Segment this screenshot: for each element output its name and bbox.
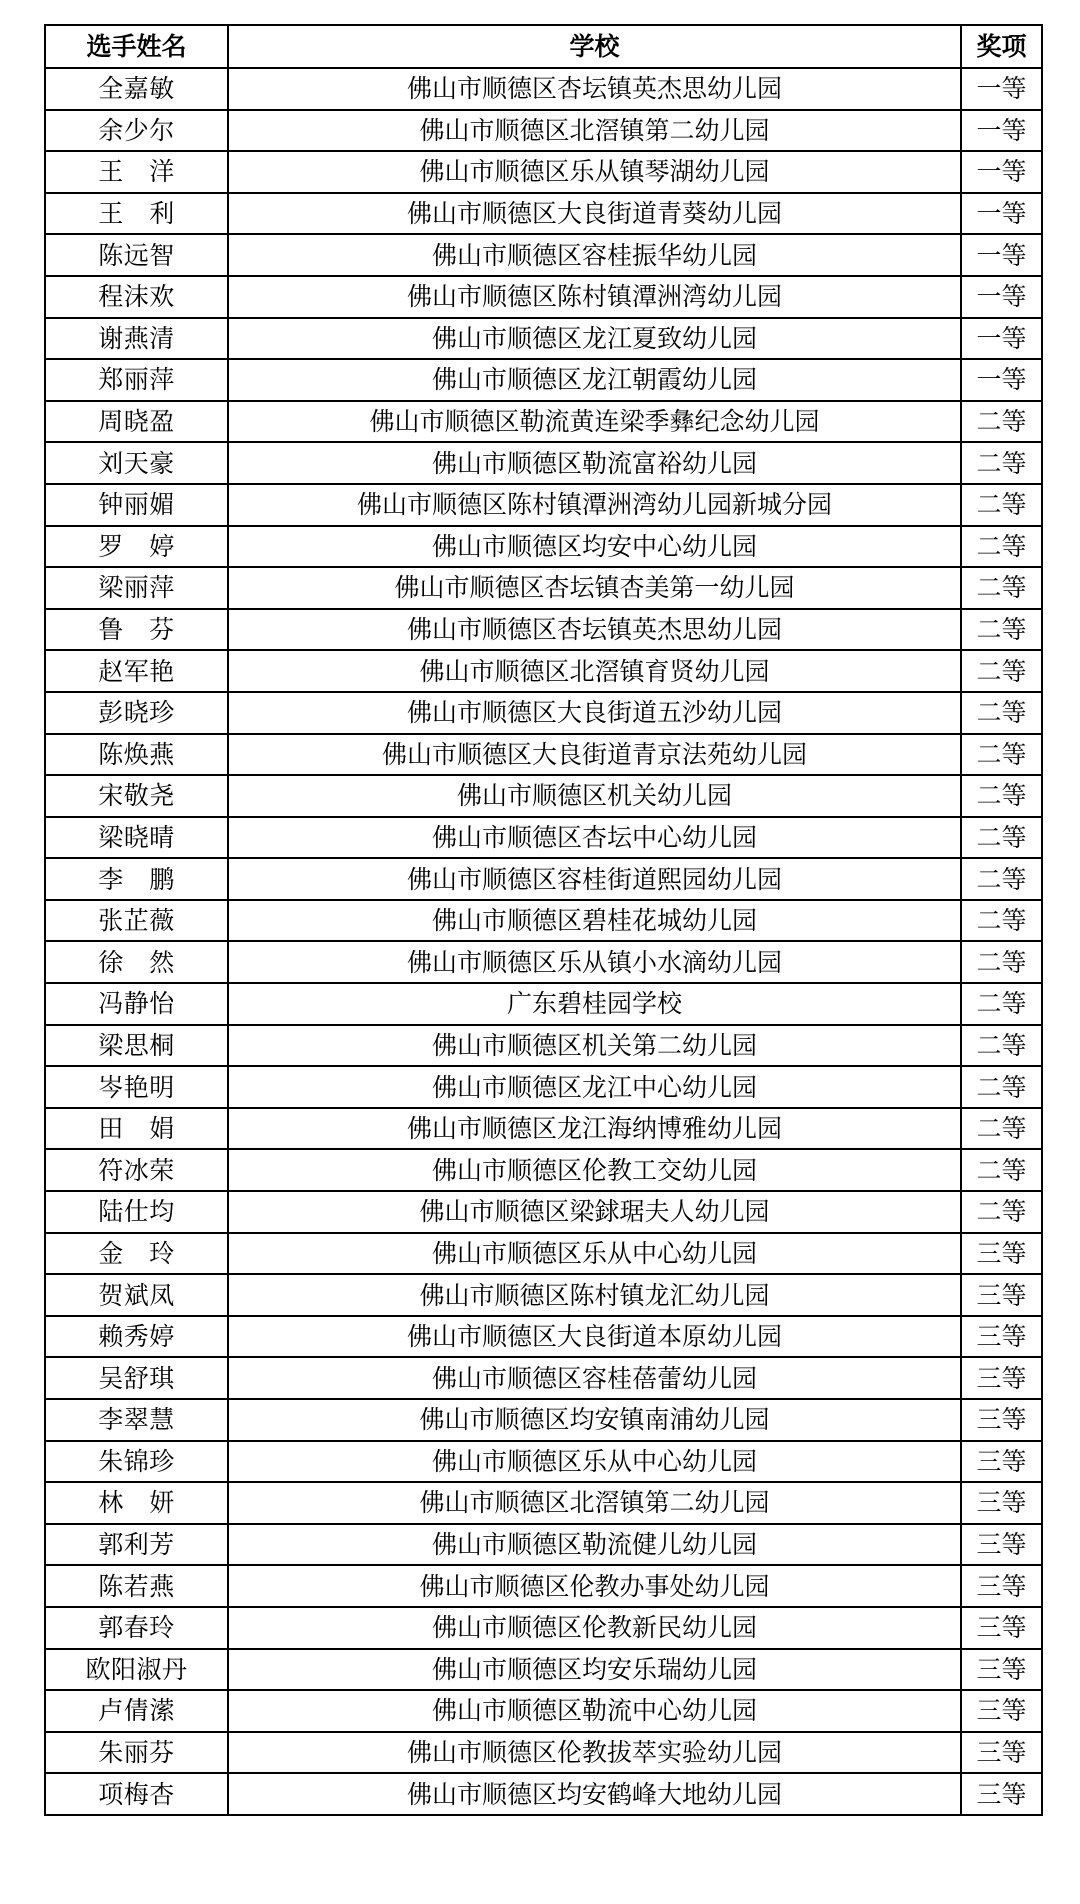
header-name: 选手姓名	[45, 25, 228, 68]
cell-award: 二等	[961, 650, 1042, 692]
cell-school: 佛山市顺德区陈村镇潭洲湾幼儿园	[228, 276, 961, 318]
cell-school: 佛山市顺德区容桂振华幼儿园	[228, 234, 961, 276]
cell-school: 佛山市顺德区伦教新民幼儿园	[228, 1607, 961, 1649]
cell-name: 钟丽媚	[45, 484, 228, 526]
cell-award: 一等	[961, 151, 1042, 193]
cell-school: 佛山市顺德区大良街道青葵幼儿园	[228, 193, 961, 235]
cell-award: 三等	[961, 1233, 1042, 1275]
cell-school: 佛山市顺德区勒流健儿幼儿园	[228, 1524, 961, 1566]
cell-award: 三等	[961, 1482, 1042, 1524]
cell-name: 刘天豪	[45, 442, 228, 484]
cell-award: 三等	[961, 1649, 1042, 1691]
cell-award: 三等	[961, 1441, 1042, 1483]
cell-award: 二等	[961, 401, 1042, 443]
table-row	[45, 1066, 1042, 1108]
cell-name: 陈若燕	[45, 1565, 228, 1607]
cell-name: 陈远智	[45, 234, 228, 276]
header-row	[45, 25, 1042, 68]
table-row	[45, 1649, 1042, 1691]
cell-name: 贺斌凤	[45, 1274, 228, 1316]
cell-award: 一等	[961, 193, 1042, 235]
table-row	[45, 318, 1042, 360]
cell-award: 一等	[961, 68, 1042, 110]
table-row	[45, 276, 1042, 318]
cell-name: 李 鹏	[45, 858, 228, 900]
cell-name: 彭晓珍	[45, 692, 228, 734]
cell-award: 二等	[961, 900, 1042, 942]
cell-school: 佛山市顺德区杏坛中心幼儿园	[228, 817, 961, 859]
table-row	[45, 817, 1042, 859]
cell-school: 佛山市顺德区北滘镇育贤幼儿园	[228, 650, 961, 692]
cell-name: 程沫欢	[45, 276, 228, 318]
table-row	[45, 1025, 1042, 1067]
cell-award: 二等	[961, 983, 1042, 1025]
table-row	[45, 1441, 1042, 1483]
cell-school: 佛山市顺德区伦教工交幼儿园	[228, 1149, 961, 1191]
cell-name: 王 洋	[45, 151, 228, 193]
cell-school: 佛山市顺德区龙江朝霞幼儿园	[228, 359, 961, 401]
cell-school: 佛山市顺德区勒流黄连梁季彝纪念幼儿园	[228, 401, 961, 443]
cell-name: 符冰荣	[45, 1149, 228, 1191]
table-body	[45, 68, 1042, 1815]
cell-school: 佛山市顺德区乐从镇琴湖幼儿园	[228, 151, 961, 193]
table-row	[45, 1316, 1042, 1358]
cell-school: 佛山市顺德区勒流中心幼儿园	[228, 1690, 961, 1732]
cell-name: 李翠慧	[45, 1399, 228, 1441]
cell-award: 二等	[961, 567, 1042, 609]
cell-award: 二等	[961, 1108, 1042, 1150]
cell-award: 二等	[961, 734, 1042, 776]
cell-school: 佛山市顺德区大良街道本原幼儿园	[228, 1316, 961, 1358]
cell-name: 余少尔	[45, 110, 228, 152]
table-row	[45, 941, 1042, 983]
cell-award: 一等	[961, 359, 1042, 401]
cell-award: 二等	[961, 817, 1042, 859]
cell-school: 佛山市顺德区陈村镇潭洲湾幼儿园新城分园	[228, 484, 961, 526]
header-award: 奖项	[961, 25, 1042, 68]
cell-school: 佛山市顺德区均安镇南浦幼儿园	[228, 1399, 961, 1441]
cell-award: 二等	[961, 609, 1042, 651]
cell-name: 全嘉敏	[45, 68, 228, 110]
table-header	[45, 25, 1042, 68]
cell-name: 陈焕燕	[45, 734, 228, 776]
cell-school: 佛山市顺德区均安鹤峰大地幼儿园	[228, 1773, 961, 1815]
cell-name: 岑艳明	[45, 1066, 228, 1108]
cell-school: 佛山市顺德区伦教拔萃实验幼儿园	[228, 1732, 961, 1774]
table-row	[45, 609, 1042, 651]
cell-name: 罗 婷	[45, 526, 228, 568]
table-row	[45, 359, 1042, 401]
cell-name: 卢倩潆	[45, 1690, 228, 1732]
table-row	[45, 1399, 1042, 1441]
awards-table	[44, 24, 1043, 1816]
table-row	[45, 1108, 1042, 1150]
cell-name: 郭利芳	[45, 1524, 228, 1566]
cell-school: 佛山市顺德区杏坛镇杏美第一幼儿园	[228, 567, 961, 609]
cell-award: 二等	[961, 775, 1042, 817]
cell-award: 三等	[961, 1357, 1042, 1399]
cell-school: 佛山市顺德区机关第二幼儿园	[228, 1025, 961, 1067]
cell-name: 朱丽芬	[45, 1732, 228, 1774]
cell-school: 佛山市顺德区均安中心幼儿园	[228, 526, 961, 568]
cell-award: 三等	[961, 1732, 1042, 1774]
cell-school: 佛山市顺德区北滘镇第二幼儿园	[228, 110, 961, 152]
cell-school: 佛山市顺德区勒流富裕幼儿园	[228, 442, 961, 484]
table-row	[45, 1233, 1042, 1275]
table-row	[45, 983, 1042, 1025]
table-row	[45, 151, 1042, 193]
table-row	[45, 484, 1042, 526]
cell-name: 谢燕清	[45, 318, 228, 360]
table-row	[45, 1482, 1042, 1524]
cell-school: 佛山市顺德区乐从镇小水滴幼儿园	[228, 941, 961, 983]
cell-name: 梁丽萍	[45, 567, 228, 609]
cell-name: 项梅杏	[45, 1773, 228, 1815]
cell-school: 佛山市顺德区杏坛镇英杰思幼儿园	[228, 609, 961, 651]
cell-award: 三等	[961, 1524, 1042, 1566]
table-row	[45, 401, 1042, 443]
cell-award: 二等	[961, 1149, 1042, 1191]
cell-award: 二等	[961, 941, 1042, 983]
cell-award: 二等	[961, 526, 1042, 568]
table-row	[45, 1191, 1042, 1233]
cell-school: 佛山市顺德区伦教办事处幼儿园	[228, 1565, 961, 1607]
cell-school: 佛山市顺德区梁銶琚夫人幼儿园	[228, 1191, 961, 1233]
cell-school: 佛山市顺德区大良街道青京法苑幼儿园	[228, 734, 961, 776]
cell-award: 三等	[961, 1565, 1042, 1607]
table-row	[45, 1149, 1042, 1191]
table-row	[45, 900, 1042, 942]
table-row	[45, 1357, 1042, 1399]
cell-name: 赖秀婷	[45, 1316, 228, 1358]
cell-award: 一等	[961, 276, 1042, 318]
table-row	[45, 1524, 1042, 1566]
cell-school: 佛山市顺德区龙江夏致幼儿园	[228, 318, 961, 360]
table-row	[45, 734, 1042, 776]
table-row	[45, 692, 1042, 734]
cell-name: 梁思桐	[45, 1025, 228, 1067]
cell-school: 广东碧桂园学校	[228, 983, 961, 1025]
cell-school: 佛山市顺德区容桂街道熙园幼儿园	[228, 858, 961, 900]
cell-award: 二等	[961, 1066, 1042, 1108]
cell-school: 佛山市顺德区杏坛镇英杰思幼儿园	[228, 68, 961, 110]
cell-name: 郑丽萍	[45, 359, 228, 401]
table-row	[45, 1732, 1042, 1774]
cell-award: 三等	[961, 1773, 1042, 1815]
cell-name: 田 娟	[45, 1108, 228, 1150]
cell-name: 欧阳淑丹	[45, 1649, 228, 1691]
table-row	[45, 1274, 1042, 1316]
cell-award: 一等	[961, 318, 1042, 360]
table-row	[45, 234, 1042, 276]
table-row	[45, 567, 1042, 609]
cell-name: 林 妍	[45, 1482, 228, 1524]
cell-award: 三等	[961, 1690, 1042, 1732]
cell-school: 佛山市顺德区陈村镇龙汇幼儿园	[228, 1274, 961, 1316]
cell-name: 梁晓晴	[45, 817, 228, 859]
cell-school: 佛山市顺德区碧桂花城幼儿园	[228, 900, 961, 942]
cell-name: 周晓盈	[45, 401, 228, 443]
cell-name: 宋敬尧	[45, 775, 228, 817]
cell-school: 佛山市顺德区乐从中心幼儿园	[228, 1441, 961, 1483]
cell-award: 一等	[961, 110, 1042, 152]
cell-school: 佛山市顺德区龙江海纳博雅幼儿园	[228, 1108, 961, 1150]
cell-award: 二等	[961, 484, 1042, 526]
cell-name: 吴舒琪	[45, 1357, 228, 1399]
header-school: 学校	[228, 25, 961, 68]
cell-award: 二等	[961, 858, 1042, 900]
cell-award: 二等	[961, 1191, 1042, 1233]
cell-award: 二等	[961, 442, 1042, 484]
cell-name: 陆仕均	[45, 1191, 228, 1233]
cell-award: 三等	[961, 1274, 1042, 1316]
cell-award: 三等	[961, 1607, 1042, 1649]
table-row	[45, 110, 1042, 152]
cell-school: 佛山市顺德区均安乐瑞幼儿园	[228, 1649, 961, 1691]
cell-name: 张芷薇	[45, 900, 228, 942]
table-row	[45, 775, 1042, 817]
cell-name: 郭春玲	[45, 1607, 228, 1649]
cell-award: 三等	[961, 1316, 1042, 1358]
cell-name: 赵军艳	[45, 650, 228, 692]
table-row	[45, 650, 1042, 692]
table-row	[45, 858, 1042, 900]
cell-name: 朱锦珍	[45, 1441, 228, 1483]
cell-award: 二等	[961, 692, 1042, 734]
cell-name: 王 利	[45, 193, 228, 235]
cell-name: 鲁 芬	[45, 609, 228, 651]
table-row	[45, 442, 1042, 484]
cell-award: 二等	[961, 1025, 1042, 1067]
cell-name: 徐 然	[45, 941, 228, 983]
cell-school: 佛山市顺德区容桂蓓蕾幼儿园	[228, 1357, 961, 1399]
cell-school: 佛山市顺德区机关幼儿园	[228, 775, 961, 817]
table-row	[45, 1607, 1042, 1649]
cell-name: 冯静怡	[45, 983, 228, 1025]
cell-school: 佛山市顺德区龙江中心幼儿园	[228, 1066, 961, 1108]
table-row	[45, 193, 1042, 235]
table-row	[45, 68, 1042, 110]
cell-award: 三等	[961, 1399, 1042, 1441]
cell-award: 一等	[961, 234, 1042, 276]
cell-school: 佛山市顺德区北滘镇第二幼儿园	[228, 1482, 961, 1524]
table-row	[45, 526, 1042, 568]
cell-school: 佛山市顺德区乐从中心幼儿园	[228, 1233, 961, 1275]
table-row	[45, 1565, 1042, 1607]
cell-school: 佛山市顺德区大良街道五沙幼儿园	[228, 692, 961, 734]
table-row	[45, 1773, 1042, 1815]
table-row	[45, 1690, 1042, 1732]
cell-name: 金 玲	[45, 1233, 228, 1275]
